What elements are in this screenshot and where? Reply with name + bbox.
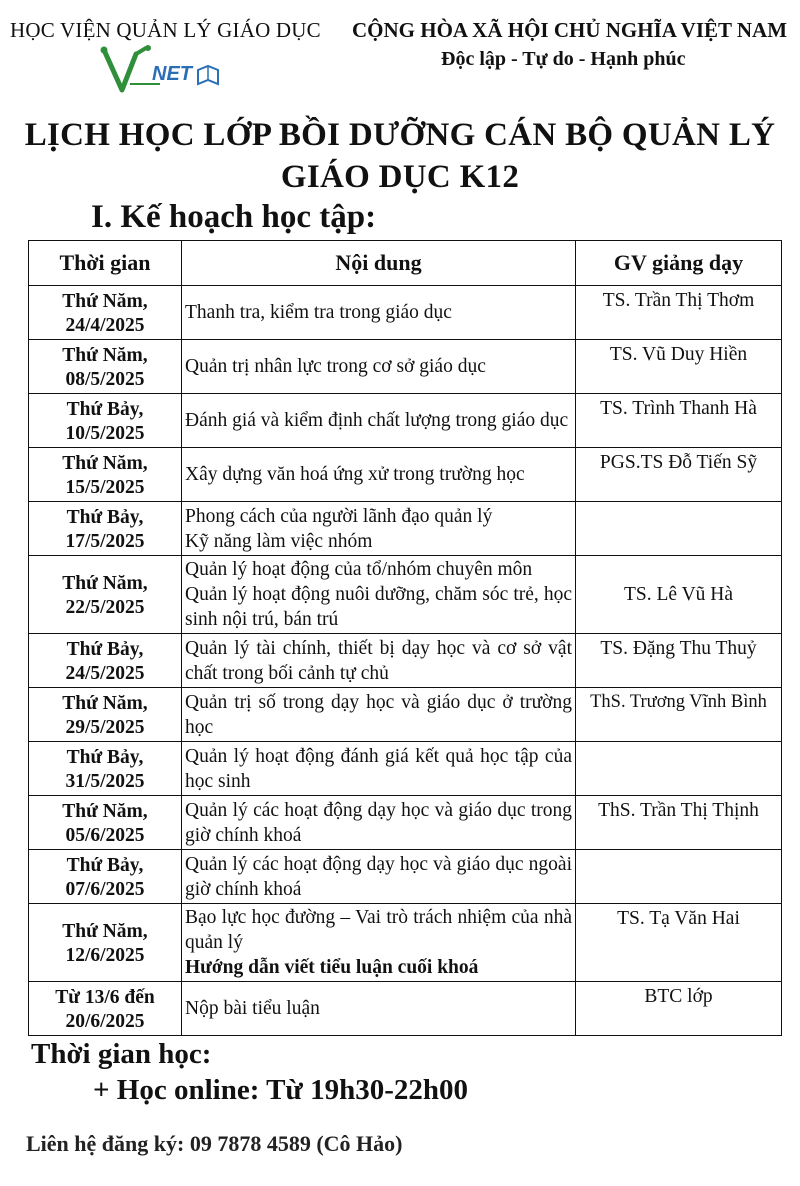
study-time-heading: Thời gian học: — [31, 1038, 212, 1070]
teacher-cell: TS. Vũ Duy Hiền — [576, 340, 782, 394]
content-cell: Quản lý tài chính, thiết bị dạy học và cơ sở vật chất trong bối cảnh tự chủ — [182, 634, 576, 688]
date-cell: Thứ Năm, 24/4/2025 — [29, 286, 182, 340]
organization-name: HỌC VIỆN QUẢN LÝ GIÁO DỤC — [10, 18, 321, 42]
content-cell: Quản trị nhân lực trong cơ sở giáo dục — [182, 340, 576, 394]
content-cell: Thanh tra, kiểm tra trong giáo dục — [182, 286, 576, 340]
table-row — [29, 448, 782, 502]
section-heading: I. Kế hoạch học tập: — [91, 199, 377, 235]
content-cell: Bạo lực học đường – Vai trò trách nhiệm của nhà quản lý Hướng dẫn viết tiểu luận cuối khoá — [182, 904, 576, 982]
date-cell: Thứ Bảy, 10/5/2025 — [29, 394, 182, 448]
date-cell: Thứ Năm, 08/5/2025 — [29, 340, 182, 394]
teacher-cell — [576, 502, 782, 556]
date-cell: Từ 13/6 đến 20/6/2025 — [29, 982, 182, 1036]
page-title: LỊCH HỌC LỚP BỒI DƯỠNG CÁN BỘ QUẢN LÝ GIÁO DỤC K12 — [24, 117, 776, 195]
teacher-cell — [576, 850, 782, 904]
date-cell: Thứ Năm, 29/5/2025 — [29, 688, 182, 742]
schedule-table — [28, 240, 782, 1036]
date-cell: Thứ Bảy, 24/5/2025 — [29, 634, 182, 688]
header-content: Nội dung — [182, 241, 576, 286]
table-header-row — [29, 241, 782, 286]
date-cell: Thứ Bảy, 31/5/2025 — [29, 742, 182, 796]
teacher-cell: ThS. Trương Vĩnh Bình — [576, 688, 782, 742]
content-cell: Quản lý hoạt động đánh giá kết quả học tập của học sinh — [182, 742, 576, 796]
content-cell: Quản trị số trong dạy học và giáo dục ở trường học — [182, 688, 576, 742]
date-cell: Thứ Năm, 15/5/2025 — [29, 448, 182, 502]
header-time: Thời gian — [29, 241, 182, 286]
contact-info: Liên hệ đăng ký: 09 7878 4589 (Cô Hảo) — [26, 1131, 403, 1156]
table-row — [29, 742, 782, 796]
table-row — [29, 634, 782, 688]
table-row — [29, 904, 782, 982]
table-row — [29, 982, 782, 1036]
teacher-cell: TS. Trình Thanh Hà — [576, 394, 782, 448]
logo-text: NET — [152, 63, 192, 85]
table-row — [29, 688, 782, 742]
study-online-time: + Học online: Từ 19h30-22h00 — [93, 1074, 468, 1106]
teacher-cell: TS. Tạ Văn Hai — [576, 904, 782, 982]
teacher-cell: PGS.TS Đỗ Tiến Sỹ — [576, 448, 782, 502]
date-cell: Thứ Bảy, 07/6/2025 — [29, 850, 182, 904]
date-cell: Thứ Năm, 12/6/2025 — [29, 904, 182, 982]
teacher-cell: BTC lớp — [576, 982, 782, 1036]
table-row — [29, 556, 782, 634]
content-cell: Quản lý các hoạt động dạy học và giáo dục trong giờ chính khoá — [182, 796, 576, 850]
country-name: CỘNG HÒA XÃ HỘI CHỦ NGHĨA VIỆT NAM — [352, 18, 788, 42]
teacher-cell: TS. Trần Thị Thơm — [576, 286, 782, 340]
teacher-cell: ThS. Trần Thị Thịnh — [576, 796, 782, 850]
table-row — [29, 340, 782, 394]
table-row — [29, 286, 782, 340]
teacher-cell: TS. Lê Vũ Hà — [576, 556, 782, 634]
content-cell: Xây dựng văn hoá ứng xử trong trường học — [182, 448, 576, 502]
table-row — [29, 850, 782, 904]
date-cell: Thứ Năm, 22/5/2025 — [29, 556, 182, 634]
header-teacher: GV giảng dạy — [576, 241, 782, 286]
content-cell: Quản lý hoạt động của tổ/nhóm chuyên môn Quản lý hoạt động nuôi dưỡng, chăm sóc trẻ, học sinh nội trú, bán trú — [182, 556, 576, 634]
content-cell: Quản lý các hoạt động dạy học và giáo dục ngoài giờ chính khoá — [182, 850, 576, 904]
date-cell: Thứ Bảy, 17/5/2025 — [29, 502, 182, 556]
content-cell: Đánh giá và kiểm định chất lượng trong giáo dục — [182, 394, 576, 448]
content-cell: Nộp bài tiểu luận — [182, 982, 576, 1036]
table-row — [29, 796, 782, 850]
table-row — [29, 502, 782, 556]
content-cell: Phong cách của người lãnh đạo quản lý Kỹ năng làm việc nhóm — [182, 502, 576, 556]
teacher-cell — [576, 742, 782, 796]
table-row — [29, 394, 782, 448]
teacher-cell: TS. Đặng Thu Thuỷ — [576, 634, 782, 688]
national-motto: Độc lập - Tự do - Hạnh phúc — [441, 48, 686, 70]
vnet-logo — [100, 44, 230, 96]
date-cell: Thứ Năm, 05/6/2025 — [29, 796, 182, 850]
